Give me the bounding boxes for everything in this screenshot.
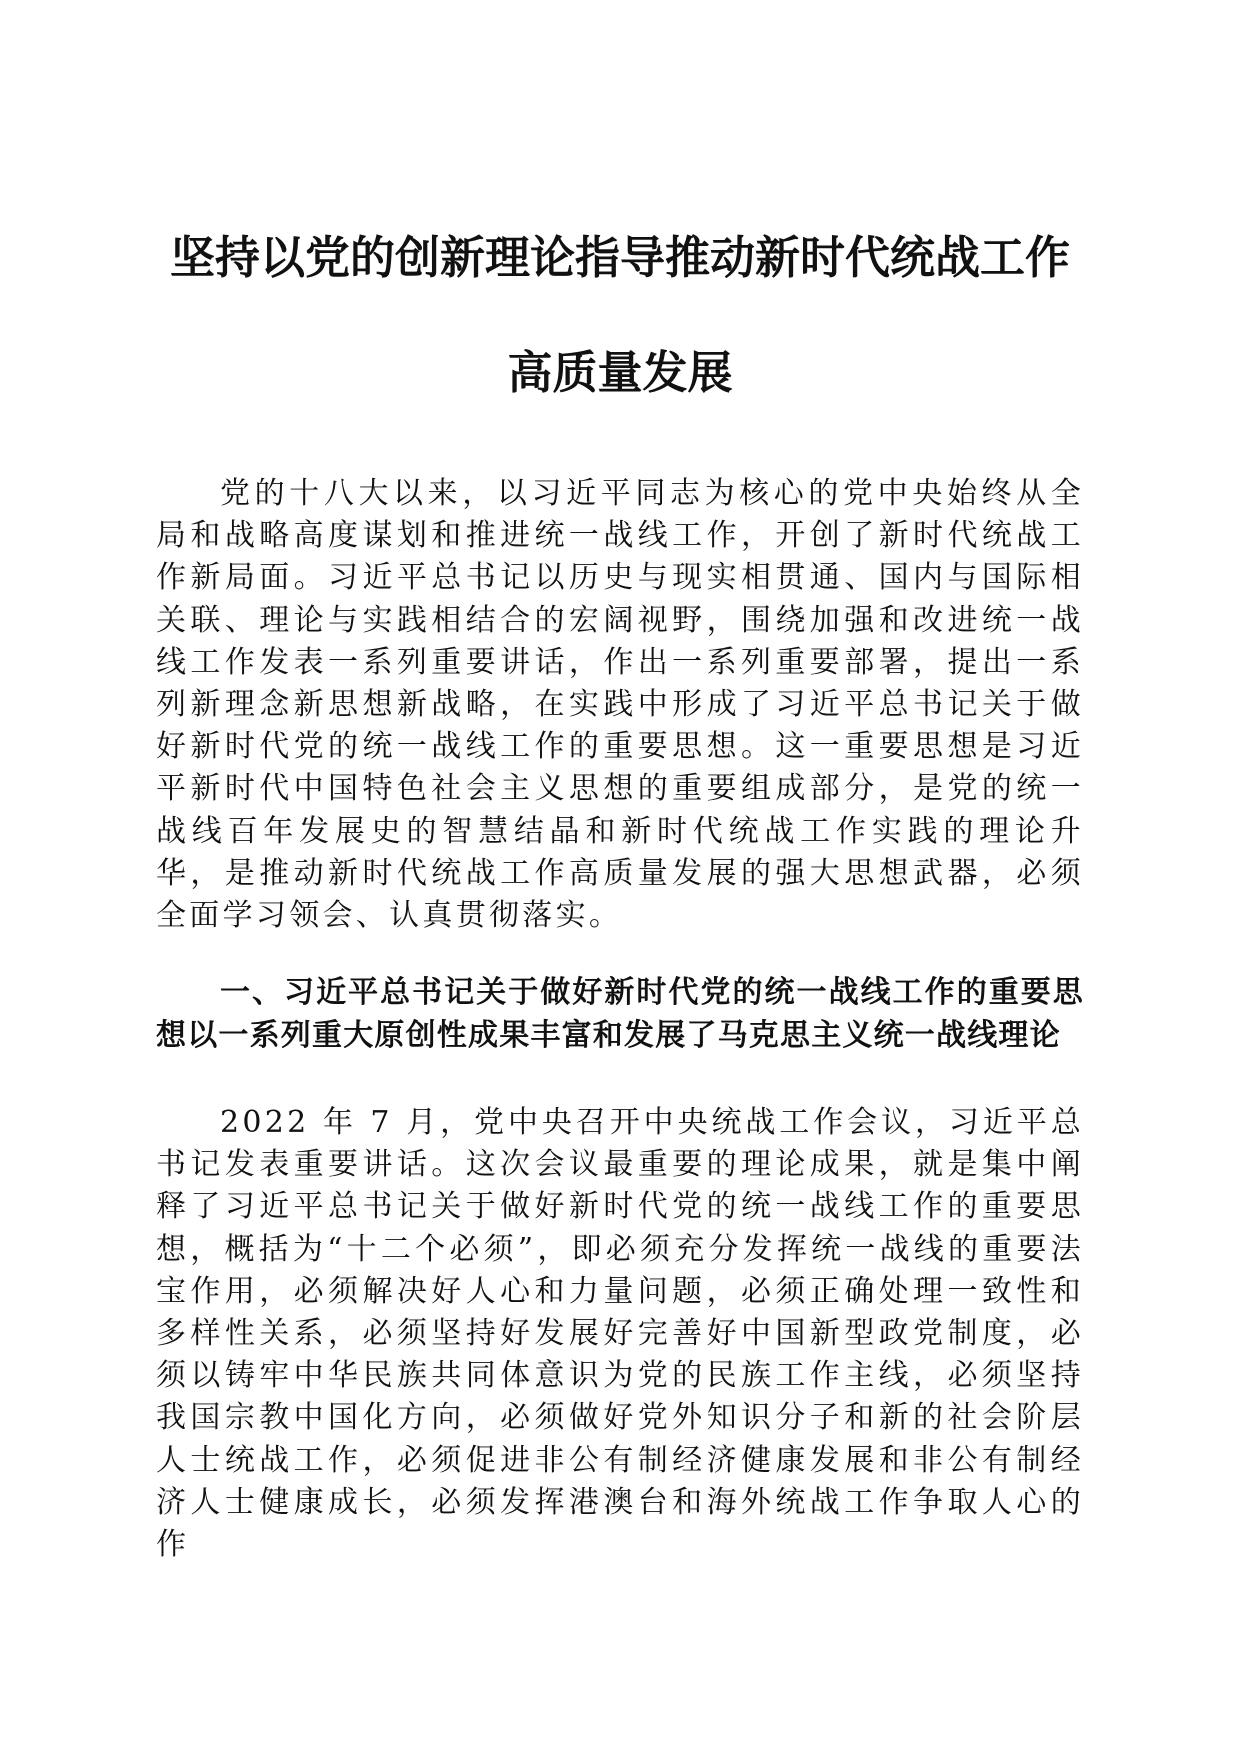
section-heading-1: 一、习近平总书记关于做好新时代党的统一战线工作的重要思想以一系列重大原创性成果丰富和发展了马克思主义统一战线理论 [156, 975, 1084, 1053]
document-title-line1: 坚持以党的创新理论指导推动新时代统战工作 [169, 231, 1070, 284]
document-title-line2: 高质量发展 [507, 346, 733, 399]
body-paragraph-1: 党的十八大以来，以习近平同志为核心的党中央始终从全局和战略高度谋划和推进统一战线工作，开创了新时代统战工作新局面。习近平总书记以历史与现实相贯通、国内与国际相关联、理论与实践相结合的宏阔视野，围绕加强和改进统一战线工作发表一系列重要讲话，作出一系列重要部署，提出一系列新理念新思想新战略，在实践中形成了习近平总书记关于做好新时代党的统一战线工作的重要思想。这一重要思想是习近平新时代中国特色社会主义思想的重要组成部分，是党的统一战线百年发展史的智慧结晶和新时代统战工作实践的理论升华，是推动新时代统战工作高质量发展的强大思想武器，必须全面学习领会、认真贯彻落实。 [156, 476, 1084, 934]
body-paragraph-2: 2022 年 7 月，党中央召开中央统战工作会议，习近平总书记发表重要讲话。这次会议最重要的理论成果，就是集中阐释了习近平总书记关于做好新时代党的统一战线工作的重要思想，概括为“十二个必须”，即必须充分发挥统一战线的重要法宝作用，必须解决好人心和力量问题，必须正确处理一致性和多样性关系，必须坚持好发展好完善好中国新型政党制度，必须以铸牢中华民族共同体意识为党的民族工作主线，必须坚持我国宗教中国化方向，必须做好党外知识分子和新的社会阶层人士统战工作，必须促进非公有制经济健康发展和非公有制经济人士健康成长，必须发挥港澳台和海外统战工作争取人心的作 [156, 1105, 1084, 1563]
